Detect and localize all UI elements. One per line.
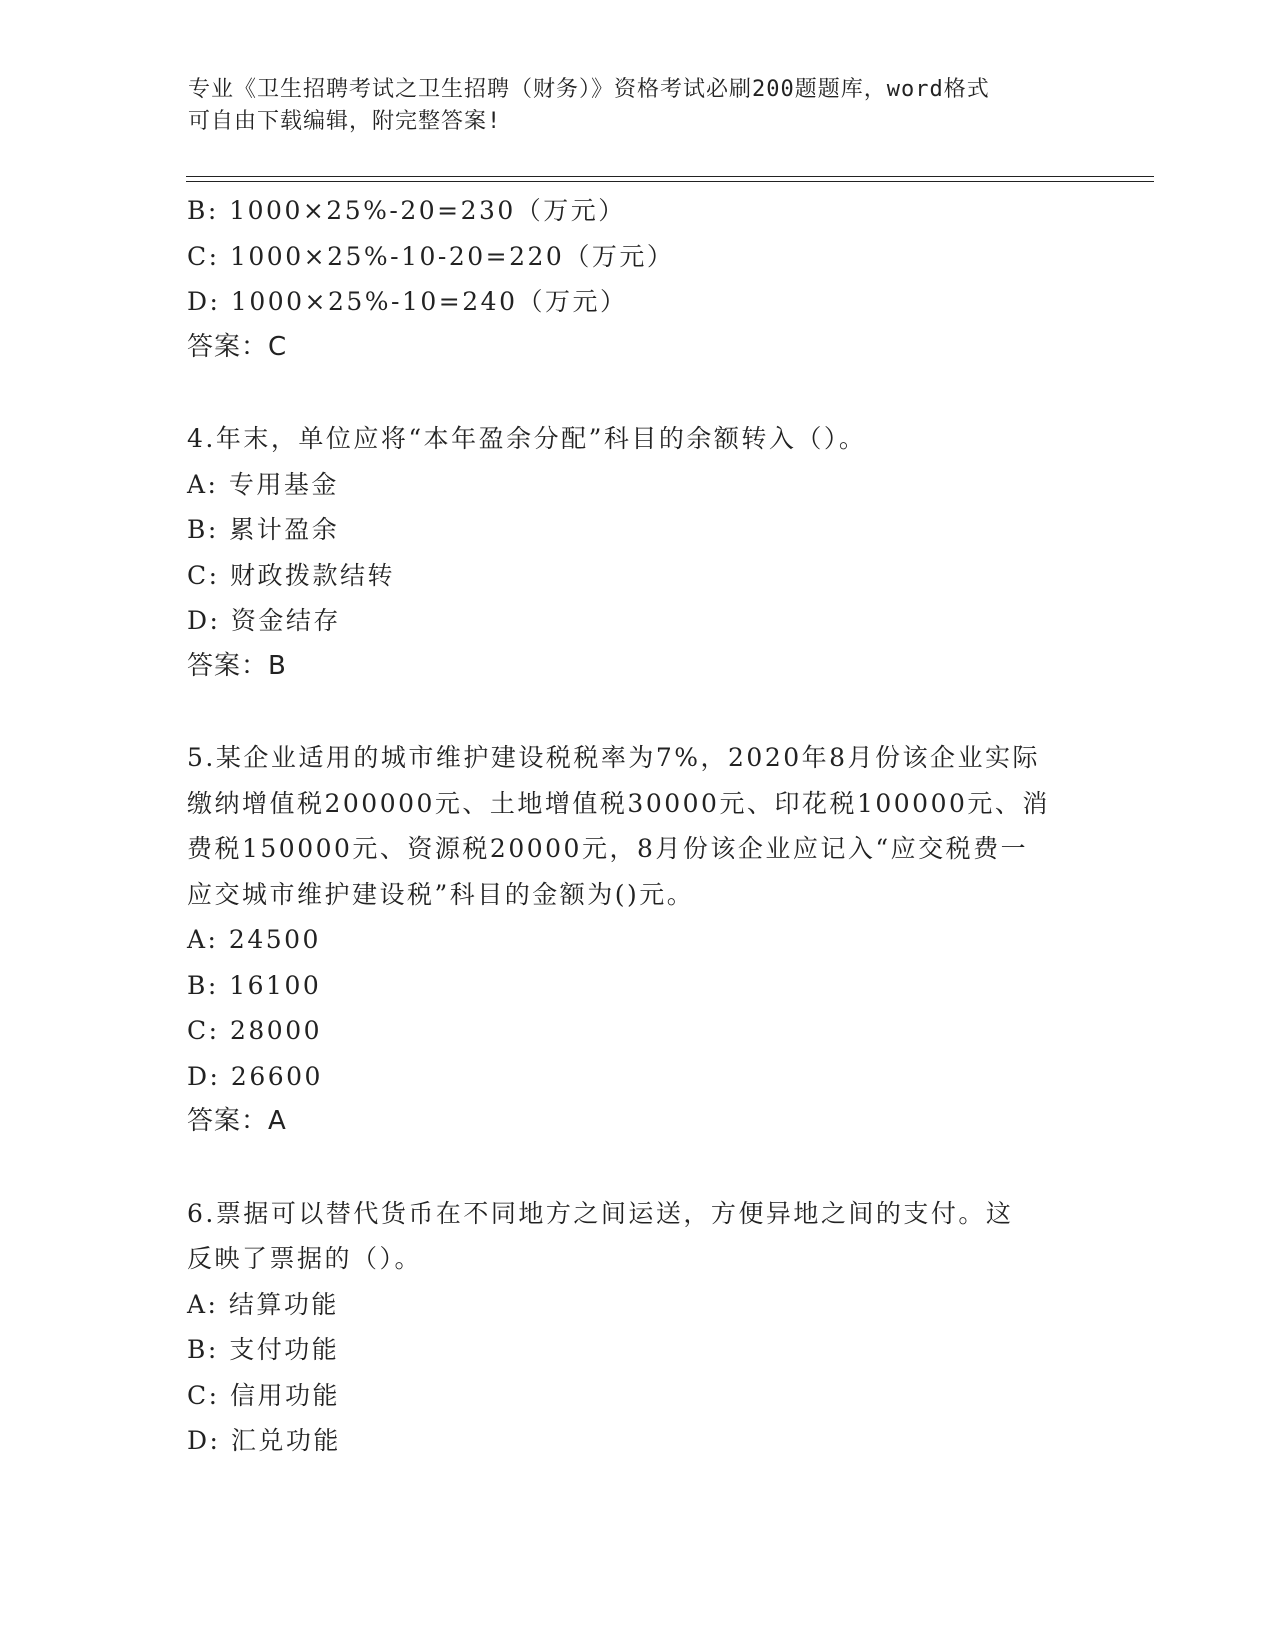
option-a: A: 专用基金 [187,469,339,499]
option-b: B: 支付功能 [187,1335,340,1364]
answer: 答案：A [187,1106,287,1136]
spacer [187,370,1087,416]
option-b: B: 16100 [187,970,322,1000]
question-text-line: 5.某企业适用的城市维护建设税税率为7%，2020年8月份该企业实际 [187,743,1041,772]
question-text-line: 费税150000元、资源税20000元，8月份该企业应记入“应交税费一 [187,834,1029,863]
option-c: C: 财政拨款结转 [187,560,395,590]
question-list [187,188,1087,1464]
answer: 答案：C [187,331,288,362]
header-line-1: 专业《卫生招聘考试之卫生招聘（财务）》资格考试必刷200题题库，word格式 [188,77,990,102]
question-text-line: 6.票据可以替代货币在不同地方之间运送，方便异地之间的支付。这 [187,1198,1014,1228]
header-line-2: 可自由下载编辑，附完整答案! [188,109,502,134]
question-5 [187,735,1087,1145]
spacer [187,1145,1087,1191]
question-text-line: 应交城市维护建设税”科目的金额为()元。 [187,879,695,909]
question-text-line: 缴纳增值税200000元、土地增值税30000元、印花税100000元、消 [187,788,1050,818]
document-header [188,74,1088,138]
option-c: C: 信用功能 [187,1380,340,1410]
question-4 [187,416,1087,689]
spacer [187,689,1087,735]
option-a: A: 24500 [187,925,321,954]
header-rule-top [186,176,1154,177]
question-6 [187,1191,1087,1464]
option-b: B: 累计盈余 [187,515,340,544]
option-d: D: 1000×25%-10=240（万元） [187,287,628,316]
option-d: D: 汇兑功能 [187,1426,341,1455]
header-rule-bottom [186,181,1154,182]
option-c: C: 1000×25%-10-20=220（万元） [187,241,675,271]
option-a: A: 结算功能 [187,1289,339,1319]
option-d: D: 资金结存 [187,606,341,635]
question-text: 4.年末，单位应将“本年盈余分配”科目的余额转入（）。 [187,424,867,453]
option-c: C: 28000 [187,1016,323,1045]
answer: 答案：B [187,650,287,681]
option-b: B: 1000×25%-20=230（万元） [187,196,626,225]
option-d: D: 26600 [187,1061,323,1091]
question-text-line: 反映了票据的（）。 [187,1244,423,1273]
question-3-tail [187,188,1087,370]
